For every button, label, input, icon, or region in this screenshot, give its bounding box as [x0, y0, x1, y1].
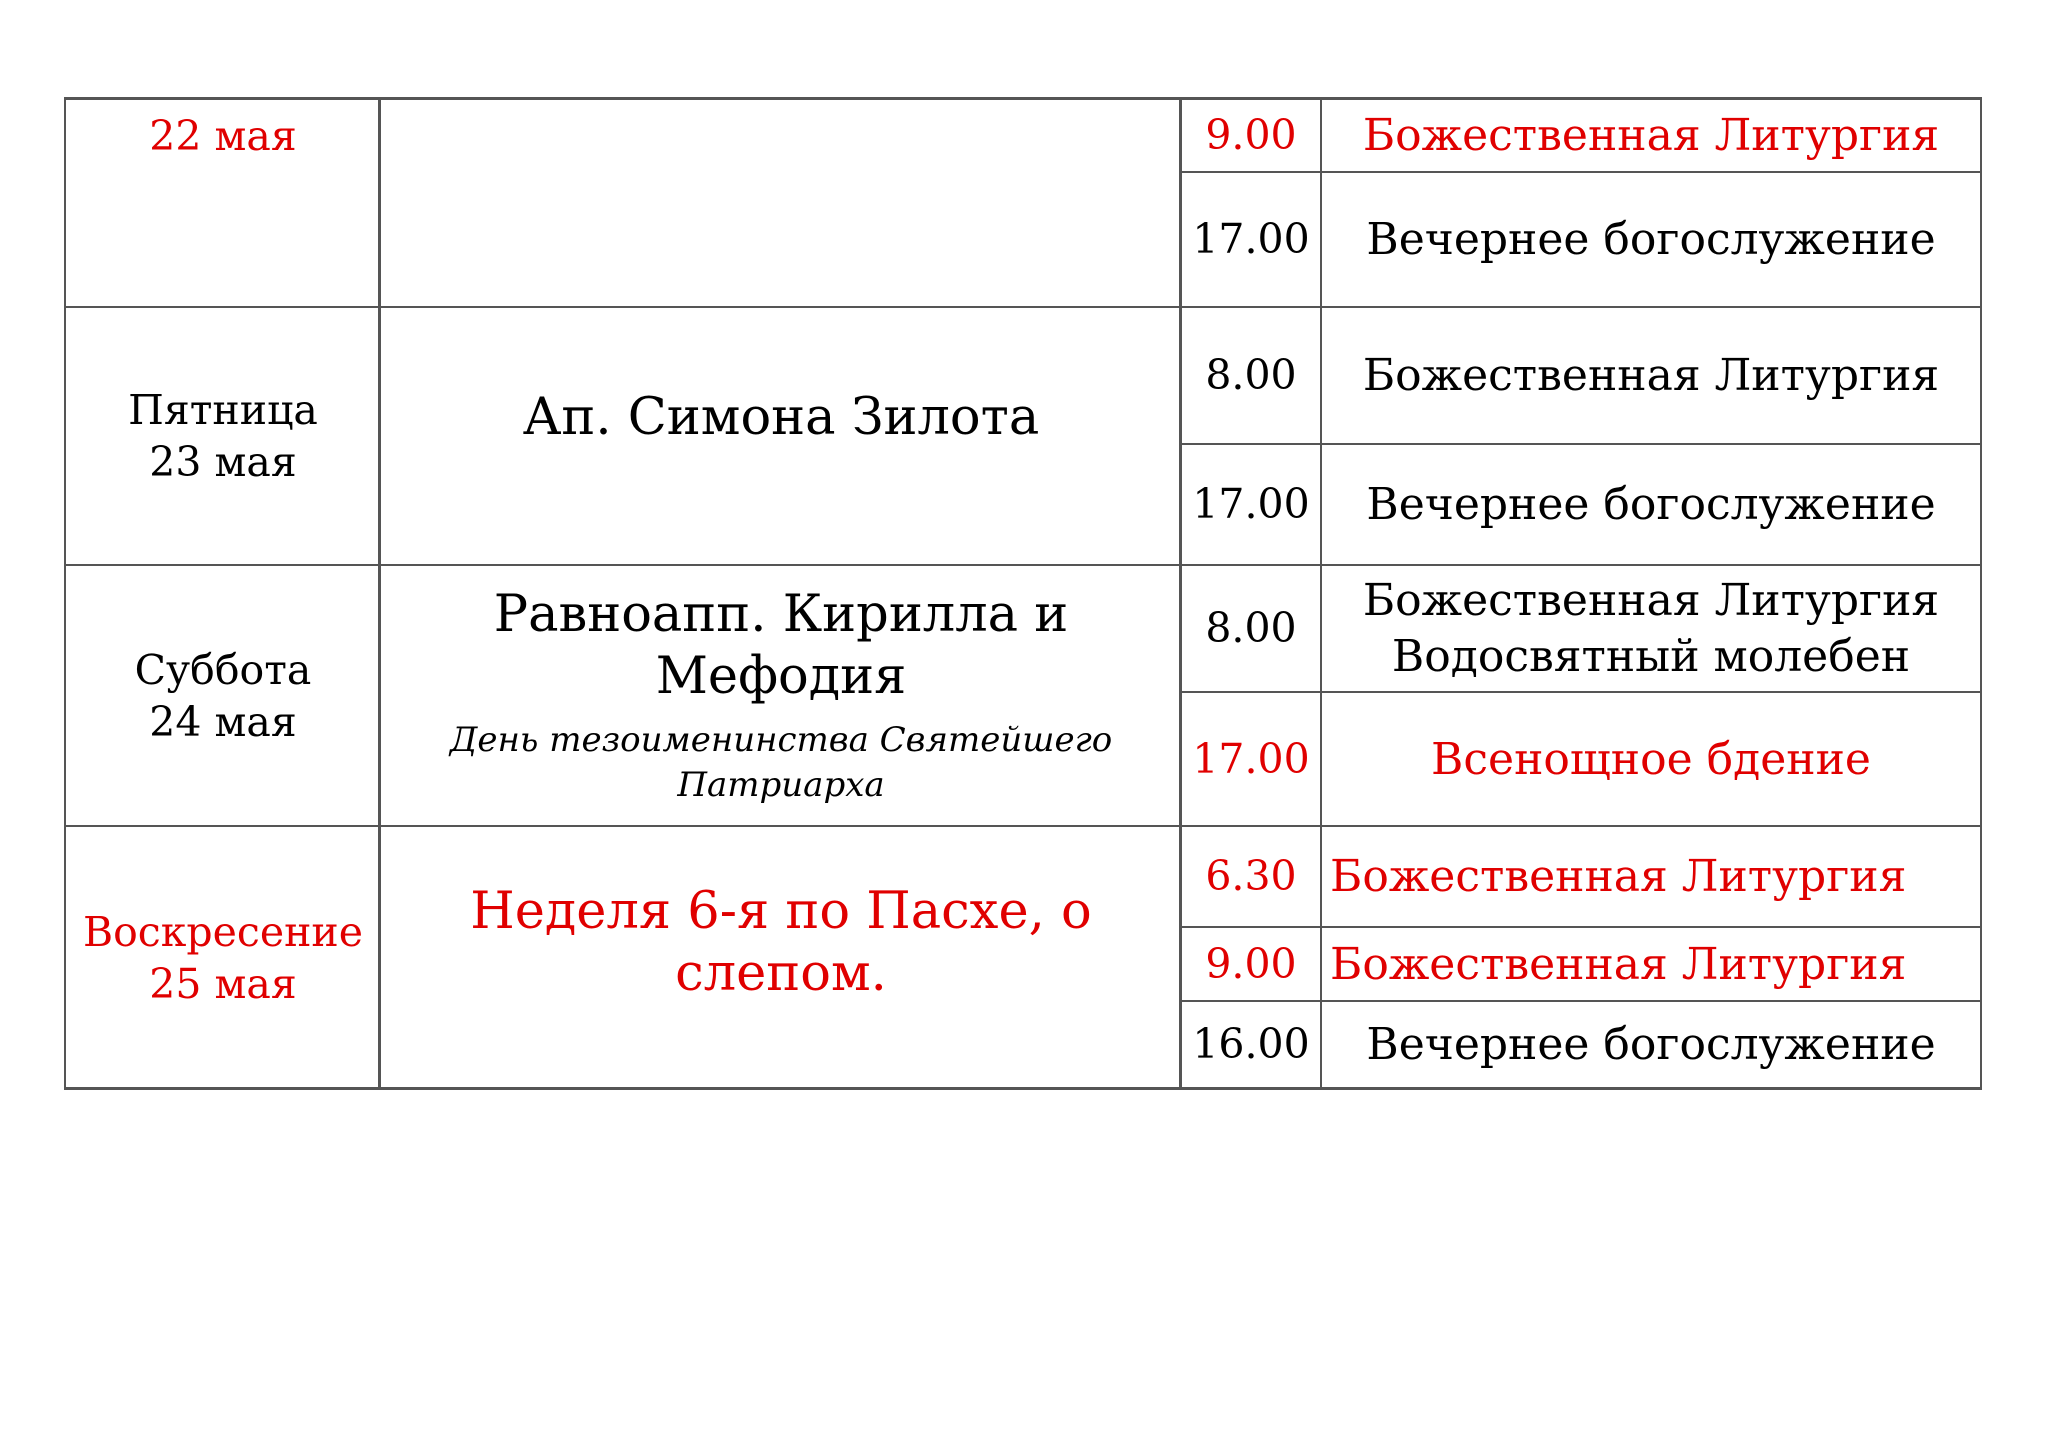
grid-line — [1179, 97, 1182, 1090]
service-name: Вечернее богослужение — [1366, 214, 1936, 265]
day-cell-25 — [66, 827, 380, 1088]
time-cell — [1181, 566, 1321, 692]
time-cell — [1181, 693, 1321, 826]
grid-line — [64, 97, 1182, 100]
service-name: Божественная Литургия — [1330, 938, 1907, 990]
time-cell — [1181, 308, 1321, 444]
feast-title-line: слепом. — [675, 943, 887, 1003]
grid-line — [1181, 1000, 1981, 1002]
grid-line — [1181, 97, 1981, 100]
time-cell — [1181, 173, 1321, 307]
feast-cell-23 — [381, 308, 1181, 564]
service-name: Божественная Литургия — [1362, 110, 1940, 161]
grid-line — [1181, 691, 1981, 693]
service-cell — [1322, 173, 1980, 307]
grid-line — [1980, 97, 1982, 1090]
grid-line — [64, 825, 1982, 827]
service-cell — [1322, 308, 1980, 444]
service-name: Божественная Литургия — [1330, 851, 1907, 902]
service-time: 16.00 — [1192, 1020, 1310, 1069]
service-name: Божественная Литургия — [1362, 350, 1940, 401]
service-cell — [1322, 566, 1980, 692]
grid-line — [1181, 926, 1981, 928]
feast-title-line: Равноапп. Кирилла и — [493, 585, 1069, 644]
grid-line — [1181, 171, 1981, 173]
feast-title-line: Неделя 6-я по Пасхе, о — [470, 881, 1092, 941]
day-name: Воскресение — [82, 907, 364, 956]
service-cell — [1322, 928, 1980, 1001]
feast-note-line: День тезоименинства Святейшего — [449, 720, 1113, 760]
time-cell — [1181, 445, 1321, 565]
service-time: 8.00 — [1205, 604, 1297, 653]
service-time: 17.00 — [1192, 480, 1310, 529]
service-cell — [1322, 1002, 1980, 1088]
time-cell — [1181, 100, 1321, 172]
feast-cell-24 — [381, 566, 1181, 826]
day-name: Суббота — [134, 646, 312, 694]
feast-note-line: Патриарха — [677, 765, 885, 805]
service-time: 17.00 — [1192, 215, 1310, 264]
service-cell — [1322, 827, 1980, 927]
day-cell-23 — [66, 308, 380, 564]
grid-line — [1320, 97, 1322, 1090]
service-name: Вечернее богослужение — [1366, 1019, 1936, 1070]
service-time: 8.00 — [1205, 351, 1297, 400]
service-name: Вечернее богослужение — [1366, 479, 1936, 530]
service-time: 6.30 — [1205, 852, 1297, 901]
service-cell — [1322, 100, 1980, 172]
day-date: 22 мая — [149, 112, 297, 160]
day-cell-22 — [66, 100, 380, 270]
day-name: Пятница — [128, 386, 318, 434]
grid-line — [64, 564, 1982, 566]
time-cell — [1181, 928, 1321, 1001]
service-time: 9.00 — [1205, 939, 1297, 988]
grid-line — [378, 97, 381, 1090]
feast-cell-25 — [381, 827, 1181, 1088]
time-cell — [1181, 827, 1321, 927]
service-time: 17.00 — [1192, 734, 1310, 783]
service-cell — [1322, 693, 1980, 826]
grid-line — [64, 306, 1982, 308]
day-date: 24 мая — [149, 698, 297, 746]
service-time: 9.00 — [1205, 111, 1297, 160]
service-name: Божественная Литургия — [1362, 575, 1940, 626]
grid-line — [64, 1087, 1982, 1090]
day-date: 25 мая — [149, 959, 297, 1008]
service-name: Всенощное бдение — [1431, 733, 1871, 785]
day-date: 23 мая — [149, 438, 297, 486]
feast-title-line: Мефодия — [655, 647, 907, 706]
grid-line — [64, 97, 66, 1090]
service-name: Водосвятный молебен — [1391, 631, 1911, 682]
service-cell — [1322, 445, 1980, 565]
grid-line — [1181, 443, 1981, 445]
day-cell-24 — [66, 566, 380, 826]
time-cell — [1181, 1002, 1321, 1088]
feast-title: Ап. Симона Зилота — [522, 388, 1040, 447]
